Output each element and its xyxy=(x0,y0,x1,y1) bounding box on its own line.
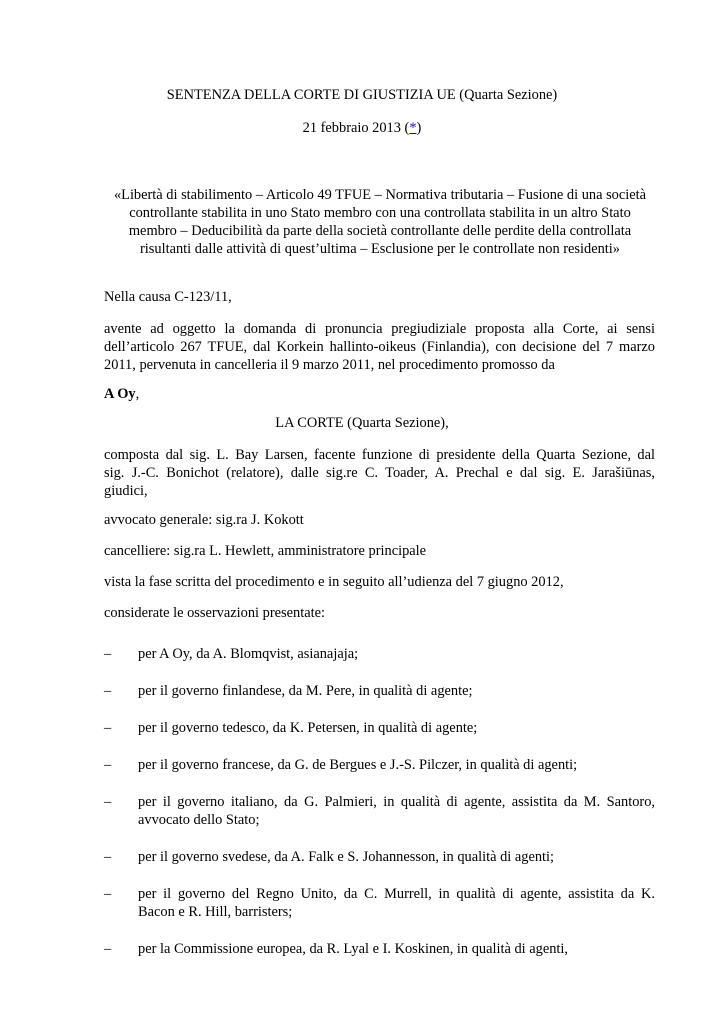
subject-keywords xyxy=(100,186,660,258)
advocate-general: avvocato generale: sig.ra J. Kokott xyxy=(104,512,304,528)
object-line: 2011, pervenuta in cancelleria il 9 marzo 2011, nel procedimento promosso da xyxy=(104,357,555,373)
object-line: dell’articolo 267 TFUE, dal Korkein hallinto-oikeus (Finlandia), con decisione del 7 marzo xyxy=(104,339,655,355)
list-item: per il governo francese, da G. de Bergues e J.-S. Pilczer, in qualità di agenti; xyxy=(138,757,578,773)
case-object xyxy=(104,320,655,374)
party-name: A Oy xyxy=(104,386,136,402)
list-dash: – xyxy=(104,886,112,902)
object-line: avente ad oggetto la domanda di pronuncia pregiudiziale proposta alla Corte, ai sensi xyxy=(104,321,655,337)
list-dash: – xyxy=(104,646,112,662)
subject-line: risultanti dalle attività di quest’ultima – Esclusione per le controllate non residenti» xyxy=(140,241,620,257)
date-suffix: ) xyxy=(416,120,422,136)
subject-line: membro – Deducibilità da parte della società controllante delle perdite della controllata xyxy=(128,223,632,239)
list-item: per il governo tedesco, da K. Petersen, in qualità di agente; xyxy=(138,720,478,736)
list-item: per la Commissione europea, da R. Lyal e I. Koskinen, in qualità di agenti, xyxy=(138,941,569,957)
date-text: 21 febbraio 2013 ( xyxy=(302,120,410,136)
list-item: per A Oy, da A. Blomqvist, asianajaja; xyxy=(138,646,359,662)
subject-line: controllante stabilita in uno Stato membro con una controllata stabilita in un altro Stato xyxy=(129,205,631,221)
list-dash: – xyxy=(104,683,112,699)
procedure: vista la fase scritta del procedimento e in seguito all’udienza del 7 giugno 2012, xyxy=(104,574,564,590)
composition-line: giudici, xyxy=(104,483,148,499)
list-dash: – xyxy=(104,757,112,773)
party-suffix: , xyxy=(135,386,140,402)
list-item: per il governo svedese, da A. Falk e S. Johannesson, in qualità di agenti; xyxy=(138,849,555,865)
composition-line: sig. J.-C. Bonichot (relatore), dalle sig.re C. Toader, A. Prechal e dal sig. E. Jarašiūnas, xyxy=(104,465,655,481)
registrar: cancelliere: sig.ra L. Hewlett, amministratore principale xyxy=(104,543,427,559)
judgment-date xyxy=(0,119,724,137)
party xyxy=(104,385,655,403)
composition-line: composta dal sig. L. Bay Larsen, facente funzione di presidente della Quarta Sezione, dal xyxy=(104,447,655,463)
case-number: Nella causa C‑123/11, xyxy=(104,289,232,305)
court-composition xyxy=(104,446,655,500)
list-item: per il governo del Regno Unito, da C. Murrell, in qualità di agente, assistita da K. Bacon e R. Hill, barristers; xyxy=(138,886,655,920)
list-dash: – xyxy=(104,941,112,957)
list-dash: – xyxy=(104,849,112,865)
list-dash: – xyxy=(104,720,112,736)
footnote-link[interactable]: * xyxy=(409,120,417,136)
list-dash: – xyxy=(104,794,112,810)
judgment-title: SENTENZA DELLA CORTE DI GIUSTIZIA UE (Quarta Sezione) xyxy=(166,87,558,103)
court-heading: LA CORTE (Quarta Sezione), xyxy=(275,415,449,431)
list-item: per il governo italiano, da G. Palmieri, in qualità di agente, assistita da M. Santoro, avvocato dello Stato; xyxy=(138,794,655,828)
list-item: per il governo finlandese, da M. Pere, in qualità di agente; xyxy=(138,683,473,699)
subject-line: «Libertà di stabilimento – Articolo 49 TFUE – Normativa tributaria – Fusione di una società xyxy=(113,187,647,203)
observations-intro: considerate le osservazioni presentate: xyxy=(104,605,325,621)
